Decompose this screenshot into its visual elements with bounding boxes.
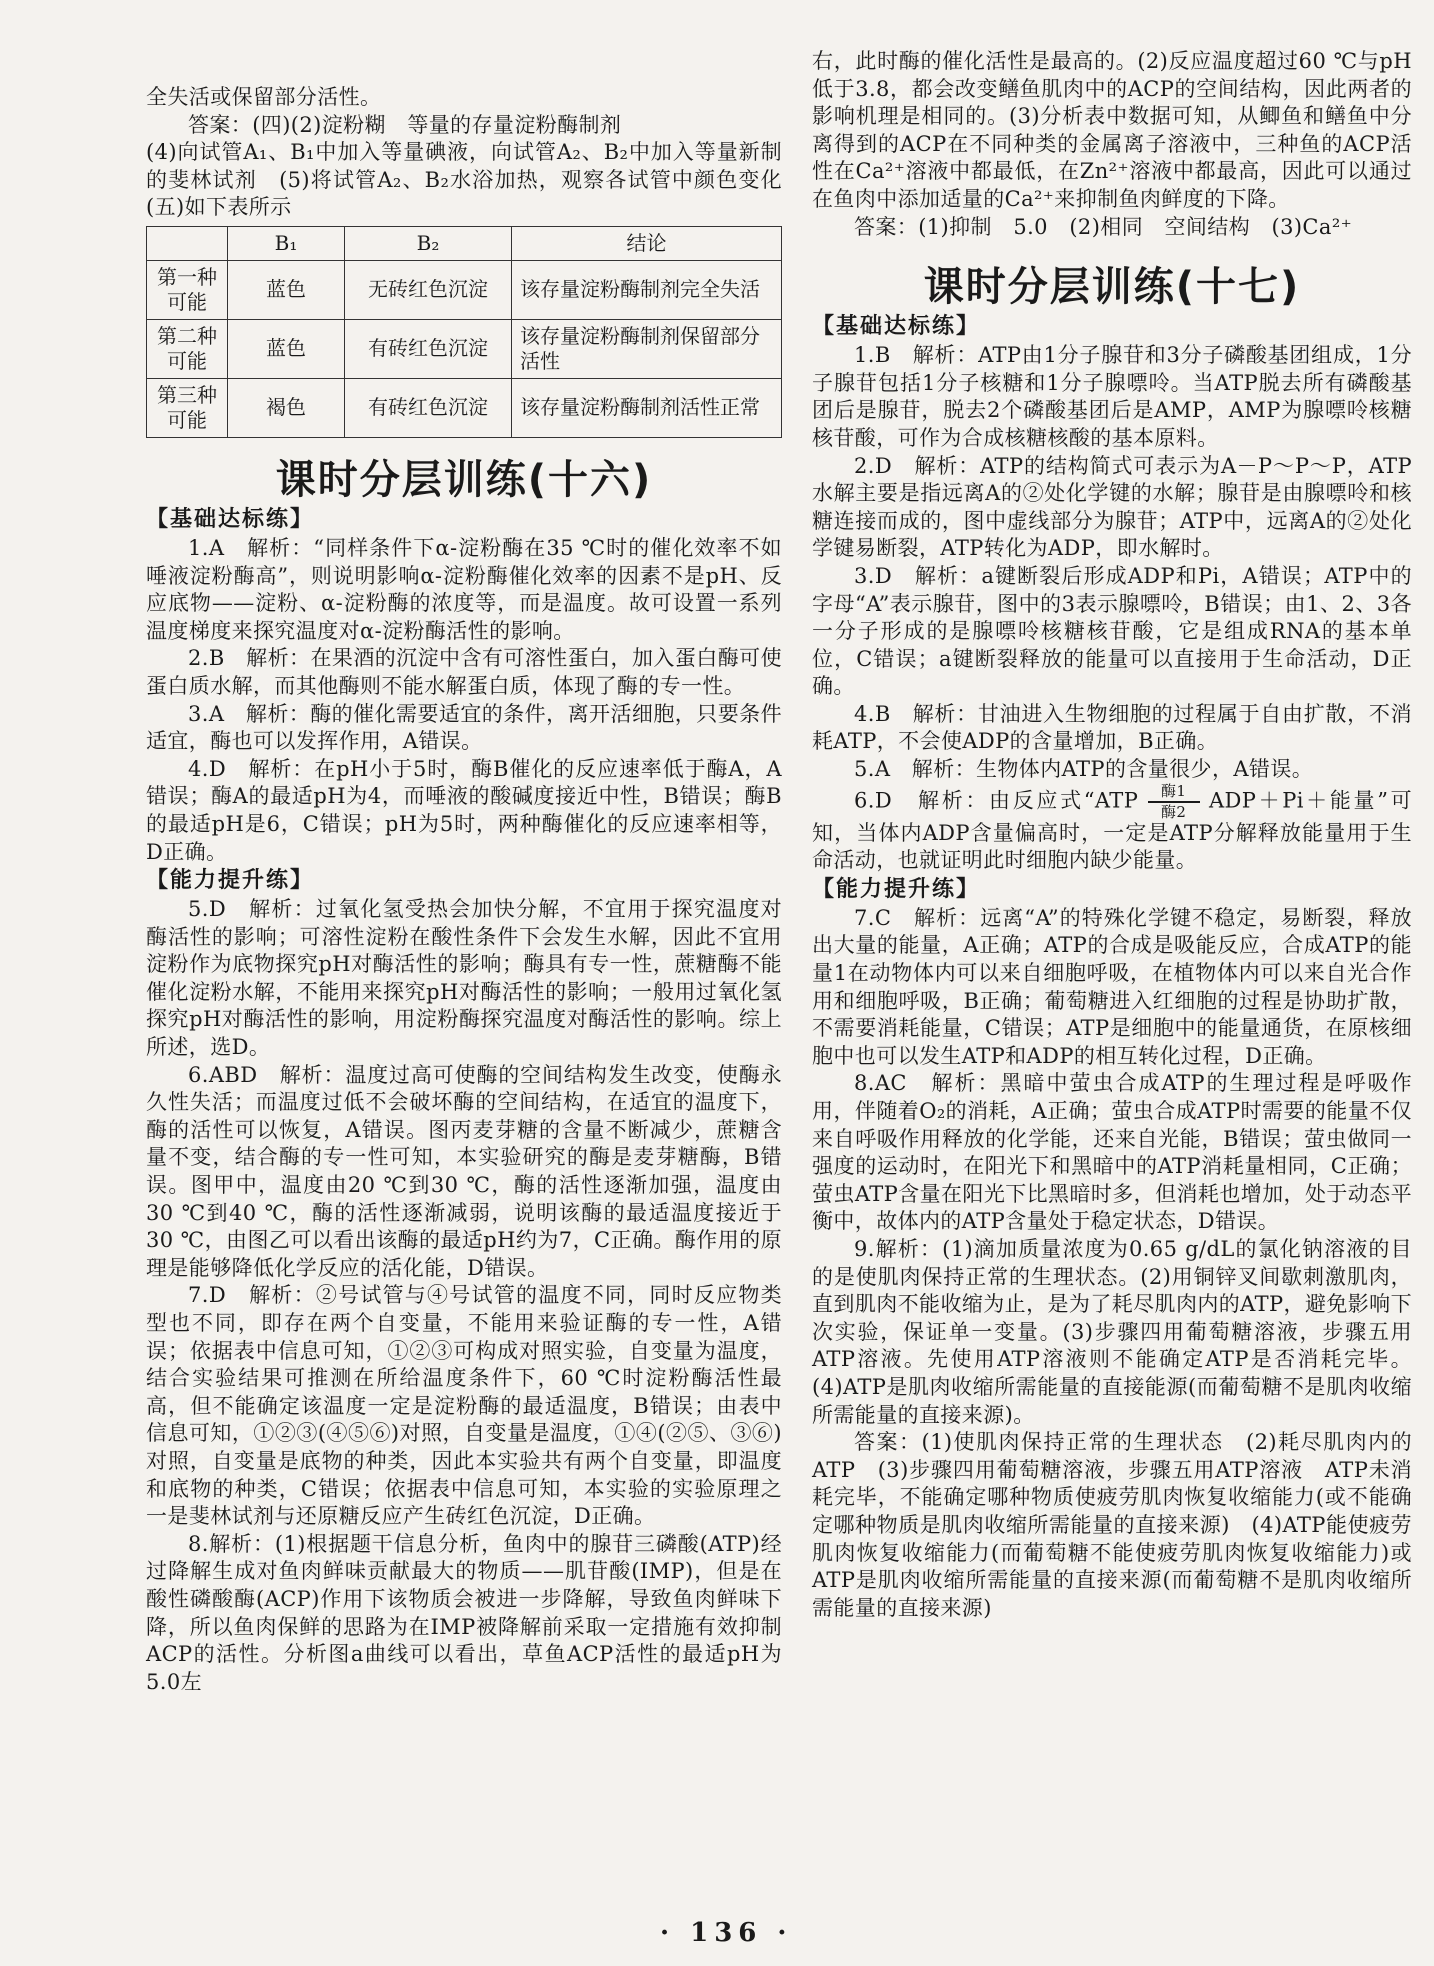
reaction-arrow	[1148, 781, 1200, 821]
table-cell: 第二种可能	[147, 319, 228, 378]
table-cell: 褐色	[228, 378, 345, 437]
paragraph: 6.ABD 解析：温度过高可使酶的空间结构发生改变，使酶永久性失活；而温度过低不会破坏酶的空间结构，在适宜的温度下，酶的活性可以恢复，A错误。图丙麦芽糖的含量不断减少，蔗糖含量不变，结合酶的专一性可知，本实验研究的酶是麦芽糖酶，B错误。图甲中，温度由20 ℃到30 ℃，酶的活性逐渐加强，温度由30 ℃到40 ℃，酶的活性逐渐减弱，说明该酶的最适温度接近于30 ℃，由图乙可以看出该酶的最适pH约为7，C正确。酶作用的原理是能够降低化学反应的活化能，D错误。	[146, 1062, 782, 1280]
section-heading: 【能力提升练】	[812, 876, 981, 902]
table-header: B₁	[228, 226, 345, 260]
table-cell: 无砖红色沉淀	[345, 260, 512, 319]
reaction-suffix: ADP＋Pi＋能量”可知，当体内ADP含量偏高时，一定是ATP分解释放能量用于生命活动，也就证明此时细胞内缺少能量。	[812, 788, 1413, 873]
enzyme-bottom-label: 酶2	[1160, 802, 1187, 821]
table-row	[147, 260, 782, 319]
section-heading: 【基础达标练】	[146, 506, 315, 532]
paragraph: 7.C 解析：远离“A”的特殊化学键不稳定，易断裂，释放出大量的能量，A正确；ATP的合成是吸能反应，合成ATP的能量1在动物体内可以来自细胞呼吸，在植物体内可以来自光合作用和细胞呼吸，B正确；葡萄糖进入红细胞的过程是协助扩散，不需要消耗能量，C错误；ATP是细胞中的能量通货，在原核细胞中也可以发生ATP和ADP的相互转化过程，D正确。	[812, 905, 1412, 1068]
table-cell: 有砖红色沉淀	[345, 319, 512, 378]
table-header: B₂	[345, 226, 512, 260]
table-cell: 该存量淀粉酶制剂活性正常	[512, 378, 782, 437]
result-table	[146, 226, 782, 438]
answer-line: 答案：(四)(2)淀粉糊 等量的存量淀粉酶制剂	[188, 112, 622, 137]
paragraph: 3.A 解析：酶的催化需要适宜的条件，离开活细胞，只要条件适宜，酶也可以发挥作用，A错误。	[146, 701, 782, 754]
section-heading: 【能力提升练】	[146, 868, 315, 894]
table-cell: 第一种可能	[147, 260, 228, 319]
table-header	[147, 226, 228, 260]
paragraph: 8.AC 解析：黑暗中萤虫合成ATP的生理过程是呼吸作用，伴随着O₂的消耗，A正确；萤虫合成ATP时需要的能量不仅来自呼吸作用释放的化学能，还来自光能，B错误；萤虫做同一强度的运动时，在阳光下和黑暗中的ATP消耗量相同，C正确；萤虫ATP含量在阳光下比黑暗时多，但消耗也增加，处于动态平衡中，故体内的ATP含量处于稳定状态，D错误。	[812, 1071, 1412, 1234]
table-cell: 第三种可能	[147, 378, 228, 437]
page-number: · 136 ·	[660, 1918, 793, 1948]
paragraph: 9.解析：(1)滴加质量浓度为0.65 g/dL的氯化钠溶液的目的是使肌肉保持正常的生理状态。(2)用铜锌叉间歇刺激肌肉，直到肌肉不能收缩为止，是为了耗尽肌肉内的ATP，避免影响下次实验，保证单一变量。(3)步骤四用葡萄糖溶液，步骤五用ATP溶液。先使用ATP溶液则不能确定ATP是否消耗完毕。(4)ATP是肌肉收缩所需能量的直接能源(而葡萄糖不是肌肉收缩所需能量的直接来源)。	[812, 1236, 1412, 1427]
table-header: 结论	[512, 226, 782, 260]
section-title: 课时分层训练(十六)	[275, 456, 653, 503]
table-cell: 蓝色	[228, 319, 345, 378]
enzyme-top-label: 酶1	[1160, 781, 1187, 800]
text-line: 全失活或保留部分活性。	[146, 85, 382, 109]
paragraph: 1.B 解析：ATP由1分子腺苷和3分子磷酸基团组成，1分子腺苷包括1分子核糖和1分子腺嘌呤。当ATP脱去所有磷酸基团后是腺苷，脱去2个磷酸基团后是AMP，AMP为腺嘌呤核糖核苷酸，可作为合成核糖核酸的基本原料。	[812, 343, 1412, 450]
section-heading: 【基础达标练】	[812, 314, 981, 340]
paragraph: 2.D 解析：ATP的结构简式可表示为A－P～P～P，ATP水解主要是指远离A的②处化学键的水解；腺苷是由腺嘌呤和核糖连接而成的，图中虚线部分为腺苷；ATP中，远离A的②处化学键易断裂，ATP转化为ADP，即水解时。	[812, 453, 1412, 561]
left-column	[146, 0, 804, 1696]
table-cell: 该存量淀粉酶制剂完全失活	[512, 260, 782, 319]
paragraph: 7.D 解析：②号试管与④号试管的温度不同，同时反应物类型也不同，即存在两个自变量，不能用来验证酶的专一性，A错误；依据表中信息可知，①②③可构成对照实验，自变量为温度，结合实验结果可推测在所给温度条件下，60 ℃时淀粉酶活性最高，但不能确定该温度一定是淀粉酶的最适温度，B错误；由表中信息可知，①②③(④⑤⑥)对照，自变量是温度，①④(②⑤、③⑥)对照，自变量是底物的种类，因此本实验共有两个自变量，即温度和底物的种类，C错误；依据表中信息可知，本实验的实验原理之一是斐林试剂与还原糖反应产生砖红色沉淀，D正确。	[146, 1283, 782, 1529]
paragraph: 5.D 解析：过氧化氢受热会加快分解，不宜用于探究温度对酶活性的影响；可溶性淀粉在酸性条件下会发生水解，因此不宜用淀粉作为底物探究pH对酶活性的影响；酶具有专一性，蔗糖酶不能催化淀粉水解，不能用来探究pH对酶活性的影响；一般用过氧化氢探究pH对酶活性的影响，用淀粉酶探究温度对酶活性的影响。综上所述，选D。	[146, 897, 782, 1060]
paragraph: 4.B 解析：甘油进入生物细胞的过程属于自由扩散，不消耗ATP，不会使ADP的含量增加，B正确。	[812, 701, 1412, 754]
table-cell: 有砖红色沉淀	[345, 378, 512, 437]
paragraph: 1.A 解析：“同样条件下α-淀粉酶在35 ℃时的催化效率不如唾液淀粉酶高”，则说明影响α-淀粉酶催化效率的因素不是pH、反应底物——淀粉、α-淀粉酶的浓度等，而是温度。故可设置一系列温度梯度来探究温度对α-淀粉酶活性的影响。	[146, 535, 782, 643]
paragraph: 3.D 解析：a键断裂后形成ADP和Pi，A错误；ATP中的字母“A”表示腺苷，图中的3表示腺嘌呤，B错误；由1、2、3各一分子形成的是腺嘌呤核糖核苷酸，它是组成RNA的基本单位，C错误；a键断裂释放的能量可以直接用于生命活动，D正确。	[812, 563, 1412, 699]
reaction-prefix: 6.D 解析：由反应式“ATP	[854, 788, 1139, 813]
section-title: 课时分层训练(十七)	[923, 264, 1301, 311]
right-column	[812, 0, 1412, 1622]
paragraph: 5.A 解析：生物体内ATP的含量很少，A错误。	[854, 757, 1314, 782]
paragraph-reaction	[812, 781, 1413, 875]
paragraph: 4.D 解析：在pH小于5时，酶B催化的反应速率低于酶A，A错误；酶A的最适pH为4，而唾液的酸碱度接近中性，B错误；酶B的最适pH是6，C错误；pH为5时，两种酶催化的反应速率相等，D正确。	[146, 756, 782, 864]
paragraph: 8.解析：(1)根据题干信息分析，鱼肉中的腺苷三磷酸(ATP)经过降解生成对鱼肉鲜味贡献最大的物质——肌苷酸(IMP)，但是在酸性磷酸酶(ACP)作用下该物质会被进一步降解，导致鱼肉鲜味下降，所以鱼肉保鲜的思路为在IMP被降解前采取一定措施有效抑制ACP的活性。分析图a曲线可以看出，草鱼ACP活性的最适pH为5.0左	[146, 1531, 782, 1694]
table-row	[147, 378, 782, 437]
paragraph: 2.B 解析：在果酒的沉淀中含有可溶性蛋白，加入蛋白酶可使蛋白质水解，而其他酶则不能水解蛋白质，体现了酶的专一性。	[146, 646, 782, 698]
text-line: (4)向试管A₁、B₁中加入等量碘液，向试管A₂、B₂中加入等量新制的斐林试剂 (5)将试管A₂、B₂水浴加热，观察各试管中颜色变化 (五)如下表所示	[146, 140, 804, 220]
table-row	[147, 319, 782, 378]
paragraph: 右，此时酶的催化活性是最高的。(2)反应温度超过60 ℃与pH低于3.8，都会改变鳝鱼肌肉中的ACP的空间结构，因此两者的影响机理是相同的。(3)分析表中数据可知，从鲫鱼和鳝鱼中分离得到的ACP在不同种类的金属离子溶液中，三种鱼的ACP活性在Ca²⁺溶液中都最低，在Zn²⁺溶液中都最高，因此可以通过在鱼肉中添加适量的Ca²⁺来抑制鱼肉鲜度的下降。	[812, 49, 1412, 211]
table-cell: 蓝色	[228, 260, 345, 319]
answer-line: 答案：(1)抑制 5.0 (2)相同 空间结构 (3)Ca²⁺	[854, 214, 1353, 239]
answer-line: 答案：(1)使肌肉保持正常的生理状态 (2)耗尽肌肉内的ATP (3)步骤四用葡萄糖溶液，步骤五用ATP溶液 ATP未消耗完毕，不能确定哪种物质使疲劳肌肉恢复收缩能力(或不能确定哪种物质是肌肉收缩所需能量的直接来源) (4)ATP能使疲劳肌肉恢复收缩能力(而葡萄糖不能使疲劳肌肉恢复收缩能力)或ATP是肌肉收缩所需能量的直接来源(而葡萄糖不是肌肉收缩所需能量的直接来源)	[812, 1430, 1412, 1620]
table-header-row	[147, 226, 782, 260]
table-cell: 该存量淀粉酶制剂保留部分活性	[512, 319, 782, 378]
